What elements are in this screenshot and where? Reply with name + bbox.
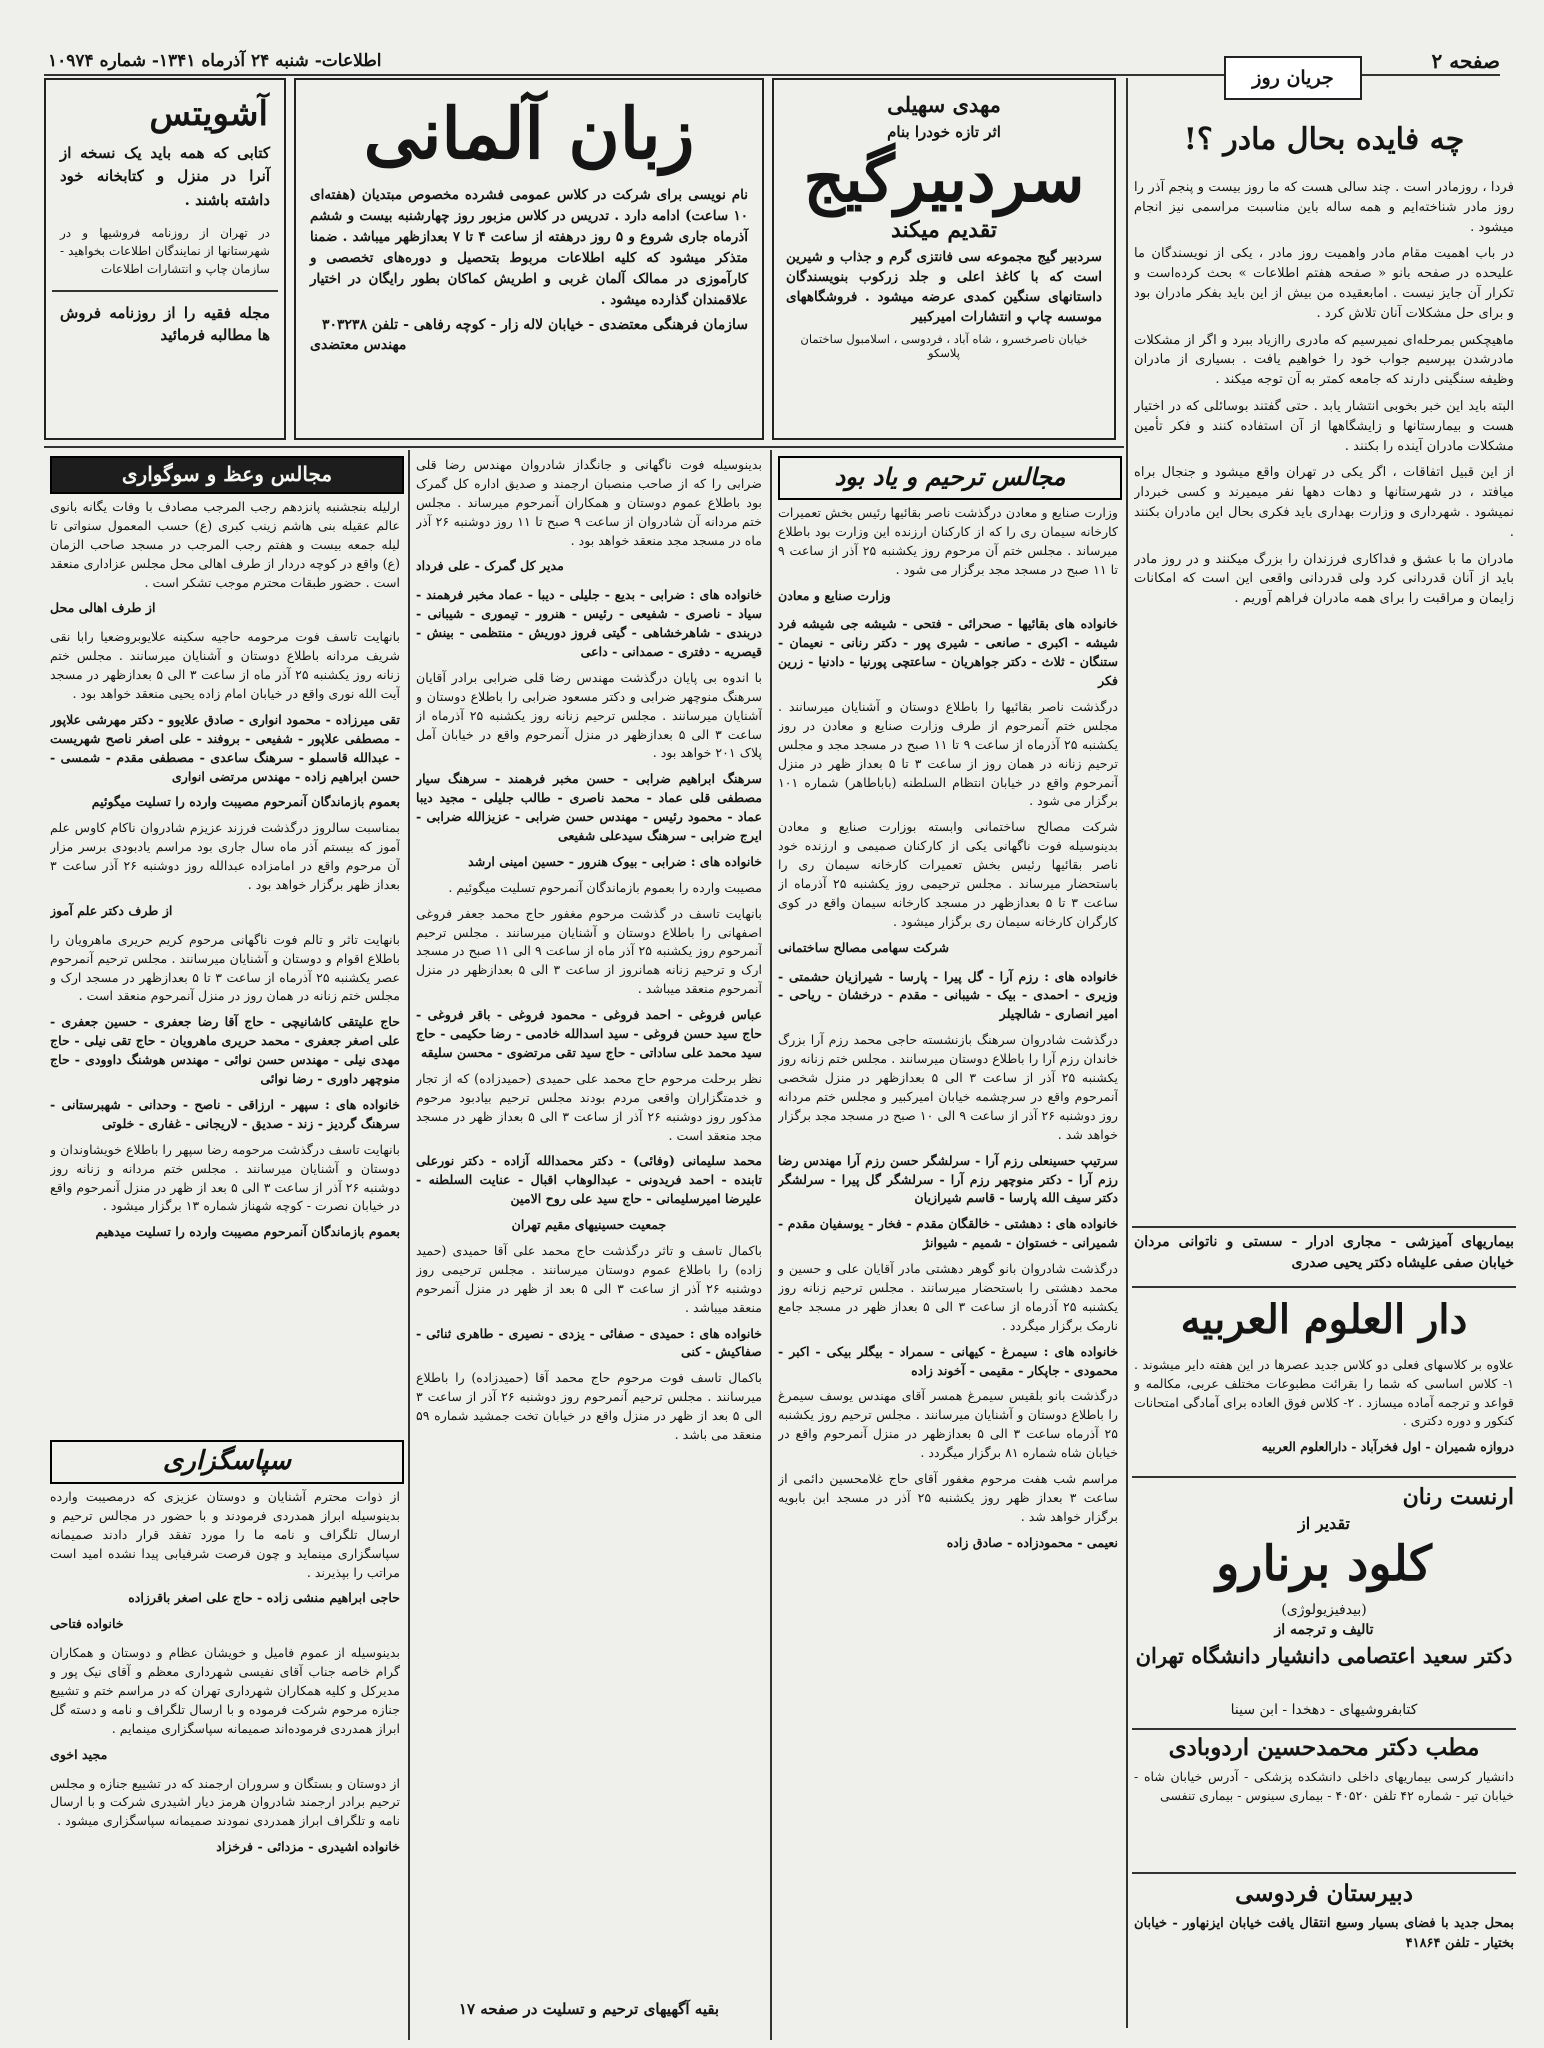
notice: مراسم شب هفت مرحوم مغفور آقای حاج غلامحسین دائمی از ساعت ۳ بعداز ظهر روز یکشنبه ۲۵ آذر در مسجد ابن بابویه برگزار خواهد شد . [778, 1470, 1118, 1524]
notice-signatories: سرهنگ ابراهیم ضرابی - حسن مخبر فرهمند - سرهنگ سیار مصطفی قلی عماد - محمد ناصری - طالب جلیلی - مجید دیبا عماد - محمود رئیس - مهندس حسن ضرابی - عزیزالله ضرابی - ایرج ضرابی - سرهنگ سیدعلی شفیعی [416, 771, 762, 844]
issue-info: اطلاعات- شنبه ۲۴ آذرماه ۱۳۴۱- شماره ۱۰۹۷۴ [48, 51, 382, 71]
notice-sign: خانواده فتاحی [50, 1616, 124, 1632]
page-number: صفحه ۲ [1431, 49, 1500, 73]
book-ad-subtitle: تقدیر از [1298, 1514, 1350, 1533]
clinic-body [1134, 1768, 1514, 1868]
notice: از ذوات محترم آشنایان و دوستان عزیزی که درمصیبت وارده بدینوسیله ابراز همدردی فرمودند و با حضور در مجالس ترحیم و ارسال تلگراف و نامه ما را مورد تفقد قرار دادند صمیمانه سپاسگزاری مینماید و چون فرصت شرفیابی پیدا نشده امید است مراتب را بپذیرند . [50, 1489, 400, 1580]
ad-german-language [294, 78, 764, 440]
mourning-column-a [778, 504, 1118, 2024]
notice-families: خانواده های : ضرابی - بدیع - جلیلی - دیبا - عماد مخبر فرهمند - سیاد - ناصری - شفیعی - رئیس - هنرور - تیموری - شیبانی - دربندی - شاهرخشاهی - گیتی فروز دوریش - منتظمی - بینش - قیصریه - دفتری - صمدانی - داعی [416, 587, 762, 660]
notice-sign: مجید اخوی [50, 1746, 108, 1762]
notice: بانهایت تاسف در گذشت مرحوم مغفور حاج محمد جعفر فروغی اصفهانی را باطلاع دوستان و آشنایان میرسانند . مجلس ترحیم آنمرحوم روز یکشنبه ۲۵ آذر ماه از ساعت ۹ الی ۱۱ صبح در مسجد ارک و ترحیم زنانه همانروز از ساعت ۳ الی ۵ بعدازظهر در منزل آنمرحوم منعقد میباشد . [416, 905, 762, 997]
notice: بدینوسیله فوت ناگهانی و جانگداز شادروان مهندس رضا قلی ضرابی را که از صاحب منصبان ارجمند و صدیق اداره کل گمرک بود باطلاع عموم دوستان و همکاران آنمرحوم میرساند . مجلس ختم مردانه آن شادروان از ساعت ۹ صبح تا ۱۱ روز دوشنبه ۲۶ آذر ماه در مسجد مجد منعقد خواهد بود . [416, 457, 762, 548]
ad-sardabir-gij [772, 78, 1116, 440]
banner-thanks: سپاسگزاری [50, 1440, 404, 1484]
notice: درگذشت بانو بلقیس سیمرغ همسر آقای مهندس یوسف سیمرغ را باطلاع دوستان و آشنایان میرسانند . مجلس ترحیم روز یکشنبه ۲۵ آذرماه ساعت ۳ الی ۵ بعدازظهر در منزل آنمرحوم واقع در خیابان شاه شماره ۸۱ برگزار میگردد . [778, 1388, 1118, 1461]
dar-ulum-body [1134, 1356, 1514, 1472]
notice-signatories: حاج علیتقی کاشانیچی - حاج آقا رضا جعفری - حسین جعفری - علی اصغر جعفری - محمد حریری ماهرویان - حاج تقی نیلی - حاج مهدی نیلی - مهندس حسن نوائی - مهندس هوشنگ داوودی - حاج منوچهر داوری - رضا نوائی [50, 1014, 400, 1087]
clinic-title: مطب دکتر محمدحسین اردوبادی [1168, 1734, 1480, 1761]
paragraph: از این قبیل اتفاقات ، اگر یکی در تهران واقع میشود و جنجال براه میافتد ، در شهرستانها و دهات دهها نفر میمیرند و کسی خبردار نمیشود . شهرداری و وزارت بهداری باید فکری بحال این مادران بکنند . [1134, 465, 1514, 540]
notice: بمناسبت سالروز درگذشت فرزند عزیزم شادروان ناکام کاوس علم آموز که بیستم آذر ماه سال جاری بود مراسم یادبودی برسر مزار آن مرحوم واقع در امامزاده عبدالله روز دوشنبه ۲۶ آذر ساعت ۳ بعداز ظهر برگزار خواهد بود . [50, 820, 400, 893]
notice-signatories: محمد سلیمانی (وفائی) - دکتر محمدالله آزاده - دکتر نورعلی تابنده - احمد فریدونی - عبدالوهاب اقبال - عنایت السلطنه - علیرضا امیرسلیمانی - حاج سید علی روح الامین [416, 1153, 762, 1207]
clinic-text: دانشیار کرسی بیماریهای داخلی دانشکده پزشکی - آدرس خیابان شاه - خیابان تیر - شماره ۴۲ تلفن ۴۰۵۲۰ - بیماری سینوس - بیماری تنفسی [1134, 1769, 1514, 1803]
book-ad-translation-label: تالیف و ترجمه از [1274, 1622, 1374, 1638]
book-ad-title: کلود برنارو [1216, 1536, 1432, 1592]
notice: بانهایت تاثر و تالم فوت ناگهانی مرحوم کریم حریری ماهرویان را باطلاع اقوام و دوستان و آشنایان میرسانند . مجلس ترحیم آنمرحوم عصر یکشنبه ۲۵ آذرماه از ساعت ۳ تا ۵ بعدازظهر در مسجد ارک و مجلس ختم زنانه در همان روز در منزل آنمرحوم منعقد است . [50, 931, 400, 1004]
banner-sermons: مجالس وعظ و سوگواری [50, 456, 404, 494]
notice: بدینوسیله از عموم فامیل و خویشان عظام و دوستان و همکاران گرام خاصه جناب آقای نفیسی شهرداری معظم و آقای نیک پور و مدیرکل و کلیه همکاران شهرداری تهران که در مراسم ختم و تشییع جنازه مرحوم شرکت فرموده و با ارسال تلگراف و نامه و دسته گل ابراز همدردی فرموده‌اند صمیمانه سپاسگزاری مینمایم . [50, 1645, 400, 1736]
notice-sign: وزارت صنایع و معادن [778, 587, 891, 603]
book-ad-author: ارنست رنان [1402, 1484, 1514, 1510]
ad-sub: تقدیم میکند [891, 216, 997, 243]
dar-ulum-title: دار العلوم العربیه [1180, 1296, 1468, 1343]
notice: بانهایت تاسف درگذشت مرحومه رضا سپهر را باطلاع خویشاوندان و دوستان و آشنایان میرسانند . مجلس ختم مردانه و زنانه روز دوشنبه ۲۶ آذر از ساعت ۳ الی ۵ بعد از ظهر در منزل آنمرحوم واقع در خیابان نصرت - کوچه شهناز شماره ۱۳ برگزار میشود . [50, 1141, 400, 1214]
book-ad-sellers: کتابفروشیهای - دهخدا - ابن سینا [1230, 1702, 1418, 1718]
notice: درگذشت شادروان سرهنگ بازنشسته حاجی محمد رزم آرا بزرگ خاندان رزم آرا را باطلاع دوستان میرسانند . مجلس ختم زنانه روز یکشنبه ۲۵ آذر از ساعت ۳ الی ۵ بعدازظهر در منزل شخصی آنمرحوم واقع در سرچشمه خیابان امیرکبیر و مجلس ختم مردانه روز دوشنبه ۲۶ آذر از ساعت ۹ الی ۱۰ صبح در مسجد مجد برگزار خواهد شد . [778, 1032, 1118, 1142]
notice-families: خانواده های : حمیدی - صفائی - یزدی - نصیری - طاهری ثنائی - صفاکیش - کنی [416, 1325, 762, 1360]
ad-book-title: سردبیرگیج [803, 142, 1085, 217]
ad-treatments [1134, 1232, 1514, 1282]
ad-treatments-text: بیماریهای آمیزشی - مجاری ادرار - سستی و ناتوانی مردان خیابان صفی علیشاه دکتر یحیی صدری [1134, 1234, 1514, 1271]
ad-ashvitz-body: کتابی که همه باید یک نسخه از آنرا در منزل و کتابخانه خود داشته باشند . [60, 144, 270, 209]
notice: درگذشت شادروان بانو گوهر دهشتی مادر آقایان علی و حسین و محمد دهشتی را باستحضار میرسانند . مجلس ترحیم زنانه روز یکشنبه ۲۵ آذرماه از ساعت ۳ الی ۵ بعداز ظهر در مسجد جامع نارمک برگزار میگردد . [778, 1261, 1118, 1333]
notice: ارلیله بنجشنبه پانزدهم رجب المرجب مصادف با وفات یگانه بانوی عالم عقیله بنی هاشم زینب کبری (ع) حسب المعمول سنواتی تا لیله جمعه بیست و هفتم رجب المرجب در مسجد صاحب الزمان (ع) واقع در کوچه دردار از طرف اهالی محل مجلس عزاداری منعقد است . حضور طبقات محترم موجب تشکر است . [50, 499, 400, 590]
notice-signatories: عباس فروغی - احمد فروغی - محمود فروغی - باقر فروغی - حاج سید حسن فروغی - سید اسدالله خادمی - رضا حکیمی - حاج سید محمد علی ساداتی - حاج سید تقی مرتضوی - محسن سلیقه [416, 1007, 762, 1060]
book-ad-translator: دکتر سعید اعتصامی دانشیار دانشگاه تهران [1135, 1643, 1513, 1668]
ad-ashvitz-rule [52, 290, 278, 292]
column-divider [1126, 78, 1128, 2028]
daily-column-headline: چه فایده بحال مادر ؟! [1183, 122, 1465, 157]
notice: باکمال تاسف و تاثر درگذشت حاج محمد علی آقا حمیدی (حمید زاده) را باطلاع عموم دوستان میرسانند . مجلس ترحیمی روز دوشنبه ۲۶ آذر از ساعت ۳ الی ۵ بعد از ظهر در منزل آنمرحوم منعقد میباشد . [416, 1242, 762, 1315]
ad-body: سردبیر گیج مجموعه سی فانتزی گرم و جذاب و شیرین است که با کاغذ اعلی و جلد زرکوب بنویسندگان داستانهای سنگین کمدی عرضه میشود . فروشگاههای موسسه چاپ و انتشارات امیرکبیر [786, 248, 1102, 326]
notice: درگذشت ناصر بقائیها را باطلاع دوستان و آشنایان میرسانند . مجلس ختم آنمرحوم از طرف وزارت صنایع و معادن در روز یکشنبه ۲۵ آذرماه از ساعت ۹ تا ۱۱ صبح در مسجد مجد و مجلس ترحیم زنانه در همان روز از ساعت ۳ تا ۵ بعداز ظهر در منزل آنمرحوم واقع در خیابان انتظام السلطنه (باباطاهر) شماره ۱۰۱ برگزار می شود . [778, 699, 1118, 809]
notice: مصیبت وارده را بعموم بازماندگان آنمرحوم تسلیت میگوئیم . [448, 879, 762, 895]
school-text: بمحل جدید با فضای بسیار وسیع انتقال یافت خیابان ایزنهاور - خیابان بختیار - تلفن ۴۱۸۶۴ [1134, 1916, 1514, 1951]
book-ad-note: (بیدفیزیولوژی) [1281, 1602, 1367, 1618]
ad-german-title: زبان آلمانی [363, 92, 695, 175]
notice-org: جمعیت حسینیهای مقیم تهران [511, 1217, 667, 1233]
daily-column-body [1134, 178, 1514, 1218]
section-rule [1132, 1226, 1516, 1228]
school-title: دبیرستان فردوسی [1235, 1880, 1413, 1907]
continued-notice: بقیه آگهیهای ترحیم و تسلیت در صفحه ۱۷ [458, 2000, 720, 2018]
notice-families: خانواده های : سپهر - ارزاقی - ناصح - وحدانی - شهبرستانی - سرهنگ گردیز - زند - صدیق - لاریجانی - غفاری - خلوتی [50, 1096, 400, 1131]
thanks-column [50, 1488, 400, 2028]
ad-ashvitz-note: در تهران از روزنامه فروشیها و در شهرستانها از نمایندگان اطلاعات بخواهید - سازمان چاپ و انتشارات اطلاعات [60, 225, 270, 276]
section-rule [1132, 1728, 1516, 1730]
ad-german-sign: مهندس معتضدی [310, 336, 407, 353]
paragraph: در باب اهمیت مقام مادر واهمیت روز مادر ، یکی از نویسندگان ما علیحده در صفحه بانو « صفحه هفتم اطلاعات » بحث کرده‌است و تکرار آن جایز نیست . امابعقیده من بیش از این باید بفکر مادران بود و برای حل مشکلات آنان تلاش کرد . [1134, 246, 1514, 321]
notice: از دوستان و بستگان و سروران ارجمند که در تشییع جنازه و مجلس ترحیم برادر ارجمند شادروان هرمز دیار اشیدری شرکت و با ارسال نامه و تلگراف ابراز همدردی نمودند صمیمانه سپاسگزاری میشود . [50, 1775, 400, 1829]
notice-families: خانواده های : رزم آرا - گل پیرا - پارسا - شیرازیان حشمتی - وزیری - احمدی - بیک - شیبانی - مقدم - درخشان - ریاحی - امیر انصاری - شالچیلر [778, 968, 1118, 1022]
dar-ulum-address: دروازه شمیران - اول فخرآباد - دارالعلوم العربیه [1261, 1439, 1514, 1454]
section-rule [1132, 1476, 1516, 1478]
notice-families: خانواده های : سیمرغ - کیهانی - سمراد - بیگلر بیکی - اکبر - محمودی - جاپکار - مقیمی - آخوند زاده [778, 1343, 1118, 1378]
ad-magazine: مجله فقیه را از روزنامه فروش ها مطالبه فرمائید [60, 303, 270, 345]
section-rule [1132, 1286, 1516, 1288]
top-ads-rule [44, 446, 1124, 448]
notice-signatories: خانواده اشیدری - مزدائی - فرخزاد [216, 1839, 400, 1855]
notice: بانهایت تاسف فوت مرحومه حاجیه سکینه علایوبروضعیا رابا نقی شریف مردانه باطلاع دوستان و آشنایان میرسانند . مجلس ختم زنانه روز یکشنبه ۲۵ آذر ماه از ساعت ۳ الی ۵ بعدازظهر در مسجد آیت الله نوری واقع در خیابان امام زاده یحیی منعقد خواهد بود . [50, 629, 400, 702]
notice-condolence: بعموم بازماندگان آنمرحوم مصیبت وارده را تسلیت میدهیم [95, 1224, 400, 1240]
notice-condolence: بعموم بازماندگان آنمرحوم مصیبت وارده را تسلیت میگوئیم [91, 794, 400, 810]
column-divider [770, 450, 772, 2040]
ad-author: مهدی سهیلی [887, 92, 1001, 117]
notice-signatories: نعیمی - محمودزاده - صادق زاده [946, 1534, 1118, 1550]
notice: باکمال تاسف فوت مرحوم حاج محمد آقا (حمیدزاده) را باطلاع میرسانند . مجلس ترحیم آنمرحوم روز دوشنبه ۲۶ آذر از ساعت ۳ الی ۵ بعد از ظهر در منزل واقع در خیابان تخت جمشید شماره ۵۹ منعقد می باشد . [416, 1370, 762, 1442]
ad-kicker: اثر تازه خودرا بنام [887, 123, 1001, 141]
notice-sign: شرکت سهامی مصالح ساختمانی [778, 939, 950, 955]
mourning-column-b [416, 456, 762, 2026]
paragraph: البته باید این خبر بخوبی انتشار یابد . حتی گفتند بوسائلی که در اختیار هست و بیمارستانها و زایشگاهها از آن استفاده کنند و فکر تأمین مشکلات مادران آینده را بکنند . [1134, 398, 1514, 454]
notice-signatories: سرتیپ حسینعلی رزم آرا - سرلشگر حسن رزم آرا مهندس رضا رزم آرا - دکتر منوچهر رزم آرا - سرلشگر گل پیرا - سرلشگر دکتر سیف الله پارسا - قاسم شیرازیان [778, 1152, 1118, 1206]
notice-signatories: تقی میرزاده - محمود انواری - صادق علایوو - دکتر مهرشی علاپور - مصطفی علاپور - شفیعی - بروفند - علی اصغر ناصح شهریست - عبدالله قاسملو - سرهنگ ساعدی - مصطفی مقدم - شمسی - حسن ابراهیم زاده - مهندس مرتضی انواری [50, 711, 400, 784]
ad-german-org: سازمان فرهنگی معتضدی - خیابان لاله زار - کوچه رفاهی - تلفن ۳۰۳۲۳۸ [321, 316, 748, 333]
paragraph: ماهیچکس بمرحله‌ای نمیرسیم که مادری راازیاد ببرد و اگر از مشکلات مادرشدن بپرسیم جواب خود را خواهیم یافت . بسیاری از مادران وظیفه سنگینی دارند که جامعه کمتر به آن توجه میکند . [1134, 332, 1514, 388]
notice: شرکت مصالح ساختمانی وابسته بوزارت صنایع و معادن بدینوسیله فوت ناگهانی یکی از کارکنان صمیمی و ارزنده خود ناصر بقائیها رئیس بخش تعمیرات کارخانه سیمان ری را باستحضار میرساند . مجلس ترحیمی روز یکشنبه ۲۵ آذرماه از ساعت ۳ تا ۵ بعدازظهر در مسجد کارخانه سیمان واقع در کوی کارگران کارخانه سیمان ری برگزار میشود . [778, 819, 1118, 929]
notice-signatories: حاجی ابراهیم منشی زاده - حاج علی اصغر باقرزاده [128, 1590, 400, 1606]
sermon-column [50, 498, 400, 1428]
daily-column-tag-text: جریان روز [1252, 67, 1334, 89]
notice: وزارت صنایع و معادن درگذشت ناصر بقائیها رئیس بخش تعمیرات کارخانه سیمان ری را که از کارکنان ارزنده این وزارت بود باطلاع میرساند . مجلس ختم آن مرحوم روز یکشنبه ۲۵ آذر از ساعت ۹ تا ۱۱ صبح در مسجد مجد برگزار می شود . [778, 505, 1118, 577]
ad-german-body: نام نویسی برای شرکت در کلاس عمومی فشرده مخصوص مبتدیان (هفته‌ای ۱۰ ساعت) ادامه دارد . تدریس در کلاس مزبور روز چهارشنبه بیست و ششم آذرماه جاری شروع و ۵ روز درهفته از ساعت ۴ تا ۷ بعدازظهر میباشد . ضمنا متذکر میشود که کلیه اطلاعات مربوط بتحصیل و دوره‌های تخصصی و کارآموزی در ممالک آلمان غربی و اطریش کماکان بطور رایگان در اختیار علاقمندان گذارده میشود . [310, 187, 748, 308]
ad-ashvitz-title: آشویتس [149, 94, 268, 134]
daily-column-tag [1224, 56, 1362, 100]
notice: با اندوه بی پایان درگذشت مهندس رضا قلی ضرابی برادر آقایان سرهنگ منوچهر ضرابی و دکتر مسعود ضرابی را باطلاع دوستان و آشنایان میرسانند . مجلس ترحیم زنانه روز یکشنبه ۲۵ آذرماه از ساعت ۳ الی ۵ بعدازظهر در منزل آنمرحوم واقع در خیابان آمل پلاک ۲۰۱ خواهد بود . [416, 669, 762, 761]
ad-address: خیابان ناصرخسرو ، شاه آباد ، فردوسی ، اسلامبول ساختمان پلاسکو [800, 331, 1088, 360]
notice: نظر برحلت مرحوم حاج محمد علی حمیدی (حمیدزاده) که از تجار و خدمتگزاران واقعی مردم بودند مجلس ترحیم بیادبود مرحوم مذکور روز دوشنبه ۲۶ آذر از ساعت ۳ الی ۵ بعداز ظهر در مسجد مجد منعقد است . [416, 1070, 762, 1143]
banner-mourning: مجالس ترحیم و یاد بود [778, 456, 1122, 500]
section-rule [1132, 1872, 1516, 1874]
school-body [1134, 1914, 1514, 1974]
notice-families: خانواده های بقائیها - صحرائی - فتحی - شیشه جی شیشه فرد شیشه - اکبری - صانعی - شیری پور - دکتر رنانی - نعیمان - ستنگان - ثلاث - دکتر جواهریان - ساعتچی پورنیا - دادنیا - زرین فکر [778, 616, 1118, 689]
notice-sign: از طرف دکتر علم آموز [50, 902, 173, 918]
dar-ulum-text: علاوه بر کلاسهای فعلی دو کلاس جدید عصرها در این هفته دایر میشوند . ۱- کلاس اساسی که شما را بقرائت مطبوعات مختلف عربی، مکالمه و قواعد و ترجمه آماده میسازد . ۲- کلاس فوق العاده برای آمادگی امتحانات کنکور و دوره دکتری . [1134, 1357, 1514, 1429]
notice-sign: مدیر کل گمرک - علی فرداد [416, 558, 564, 574]
notice-families: خانواده های : دهشتی - خالقگان مقدم - فخار - یوسفیان مقدم - شمیرانی - خستوان - شمیم - شیوانژ [778, 1216, 1118, 1251]
notice-sign: از طرف اهالی محل [50, 600, 156, 616]
notice-families: خانواده های : ضرابی - بیوک هنرور - حسین امینی ارشد [468, 853, 762, 869]
ad-ashvitz [44, 78, 286, 440]
paragraph: مادران ما با عشق و فداکاری فرزندان را بزرگ میکنند و در روز مادر باید از آنان قدردانی کرد ولی قدردانی واقعی این است که امکانات زایمان و مراقبت را برای همه مادران فراهم آوریم . [1134, 551, 1514, 607]
column-divider [408, 450, 410, 2040]
paragraph: فردا ، روزمادر است . چند سالی هست که ما روز بیست و پنجم آذر را روز مادر شناخته‌ایم و همه ساله باین مناسبت مراسمی نیز انجام میشود . [1134, 180, 1514, 235]
